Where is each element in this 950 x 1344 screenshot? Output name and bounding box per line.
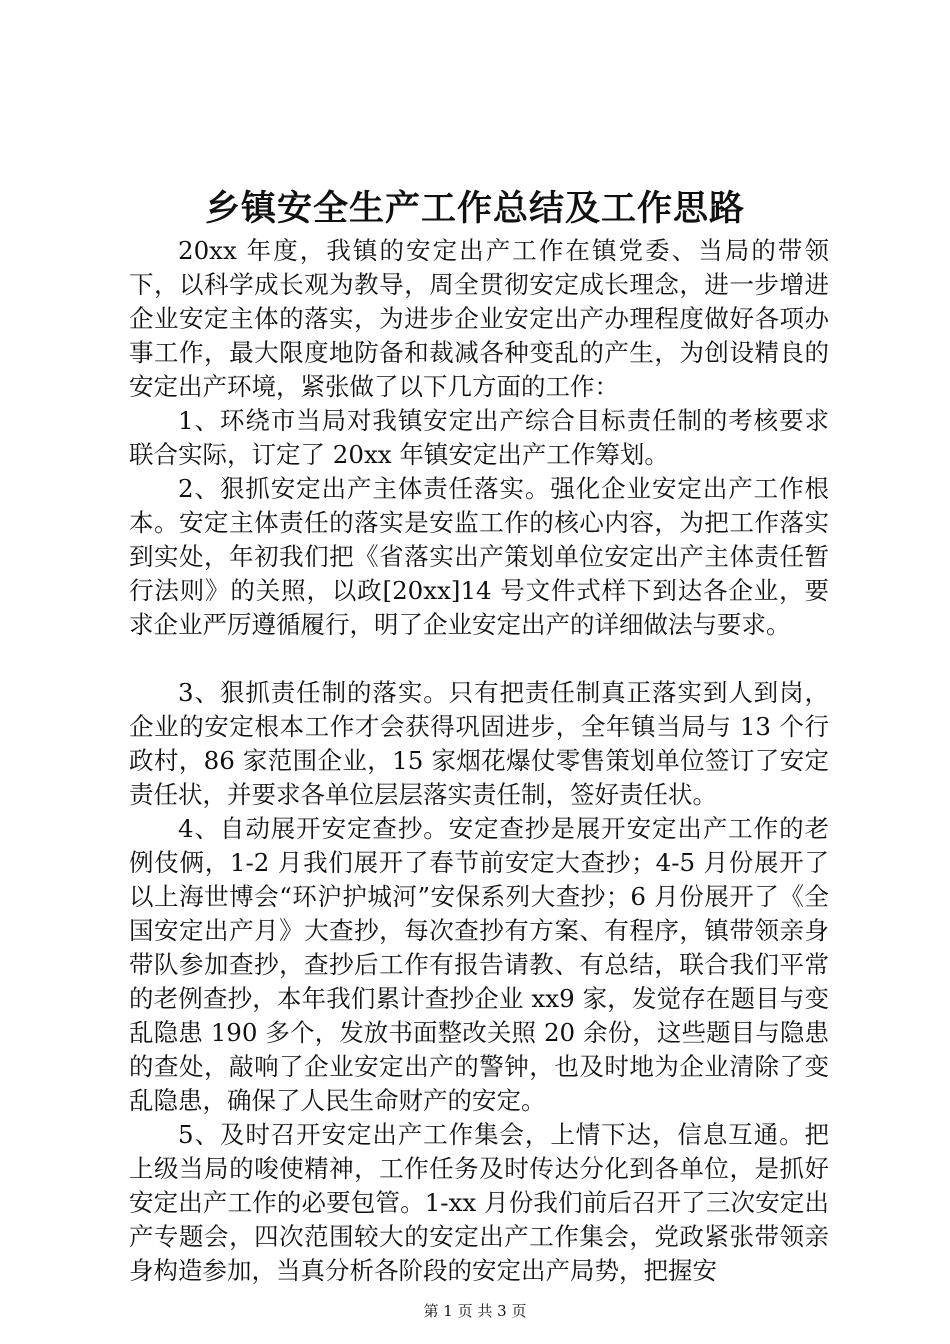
paragraph-item-2: 2、狠抓安定出产主体责任落实。强化企业安定出产工作根本。安定主体责任的落实是安监工作的核心内容，为把工作落实到实处，年初我们把《省落实出产策划单位安定出产主体责任暂行法则》的关照，以政[20xx]14 号文件式样下到达各企业，要求企业严厉遵循履行，明了企业安定出产的详细做法与要求。 <box>129 474 829 639</box>
paragraph-intro: 20xx 年度，我镇的安定出产工作在镇党委、当局的带领下，以科学成长观为教导，周全贯彻安定成长理念，进一步增进企业安定主体的落实，为进步企业安定出产办理程度做好各项办事工作，最大限度地防备和裁减各种变乱的产生，为创设精良的安定出产环境，紧张做了以下几方面的工作： <box>129 236 829 401</box>
paragraph-item-4: 4、自动展开安定查抄。安定查抄是展开安定出产工作的老例伎俩，1-2 月我们展开了春节前安定大查抄；4-5 月份展开了以上海世博会“环沪护城河”安保系列大查抄；6 月份展开了《全国安定出产月》大查抄，每次查抄有方案、有程序，镇带领亲身带队参加查抄，查抄后工作有报告请教、有总结，联合我们平常的老例查抄，本年我们累计查抄企业 xx9 家，发觉存在题目与变乱隐患 190 多个，发放书面整改关照 20 余份，这些题目与隐患的查处，敲响了企业安定出产的警钟，也及时地为企业清除了变乱隐患，确保了人民生命财产的安定。 <box>129 814 829 1115</box>
document-title: 乡镇安全生产工作总结及工作思路 <box>204 188 745 229</box>
paragraph-item-5: 5、及时召开安定出产工作集会，上情下达，信息互通。把上级当局的唆使精神，工作任务及时传达分化到各单位，是抓好安定出产工作的必要包管。1-xx 月份我们前后召开了三次安定出产专题会，四次范围较大的安定出产工作集会，党政紧张带领亲身构造参加，当真分析各阶段的安定出产局势，把握安 <box>129 1120 829 1285</box>
page-footer: 第 1 页 共 3 页 <box>423 1302 527 1320</box>
paragraph-item-1: 1、环绕市当局对我镇安定出产综合目标责任制的考核要求联合实际，订定了 20xx 年镇安定出产工作筹划。 <box>129 406 829 469</box>
document-body <box>129 234 829 1288</box>
paragraph-item-3: 3、狠抓责任制的落实。只有把责任制真正落实到人到岗，企业的安定根本工作才会获得巩固进步，全年镇当局与 13 个行政村，86 家范围企业，15 家烟花爆仗零售策划单位签订了安定责任状，并要求各单位层层落实责任制，签好责任状。 <box>129 678 829 809</box>
